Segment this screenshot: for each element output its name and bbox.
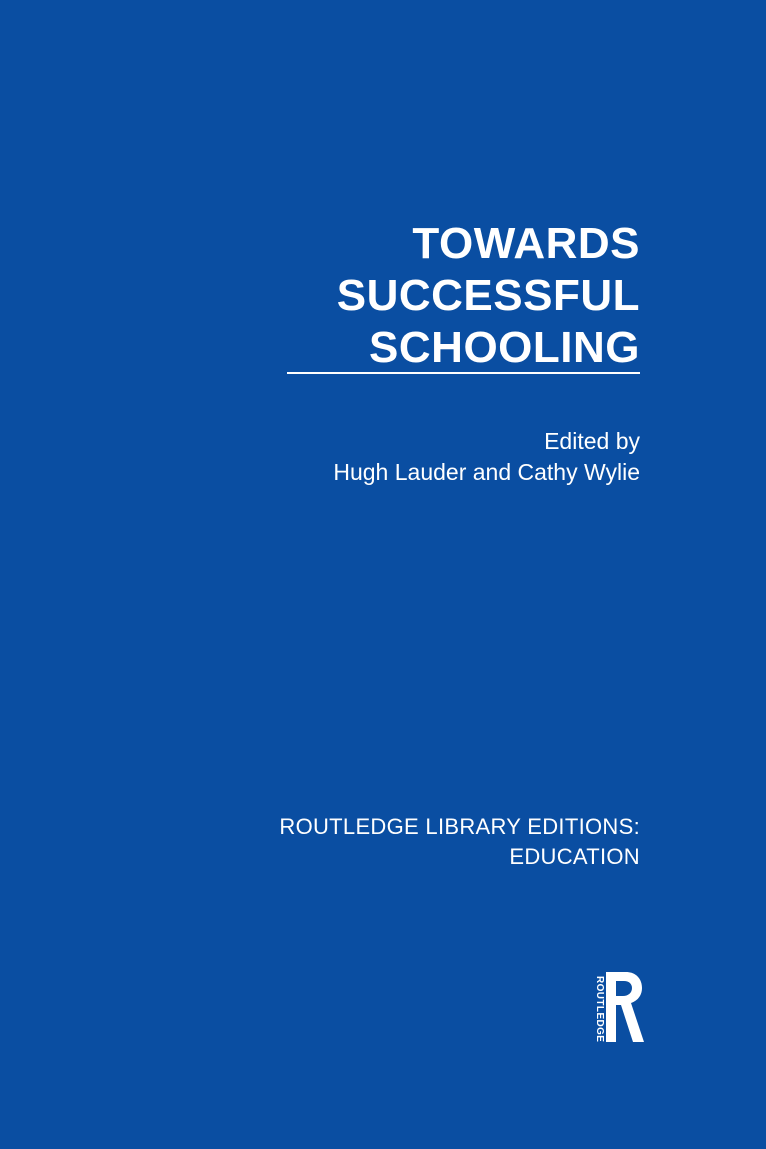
editors-names: Hugh Lauder and Cathy Wylie	[333, 459, 640, 485]
series-line-1: ROUTLEDGE LIBRARY EDITIONS:	[279, 814, 640, 839]
editors-label: Edited by	[544, 428, 640, 454]
svg-text:ROUTLEDGE: ROUTLEDGE	[594, 976, 605, 1043]
title-line-2: SUCCESSFUL	[336, 271, 640, 320]
editors-block	[333, 426, 640, 488]
routledge-r-logo-icon	[588, 970, 644, 1044]
title-divider	[287, 372, 640, 374]
series-line-2: EDUCATION	[509, 844, 640, 869]
series-name	[279, 812, 640, 872]
title-line-1: TOWARDS	[412, 219, 640, 268]
book-title	[337, 218, 640, 374]
title-line-3: SCHOOLING	[369, 323, 640, 372]
